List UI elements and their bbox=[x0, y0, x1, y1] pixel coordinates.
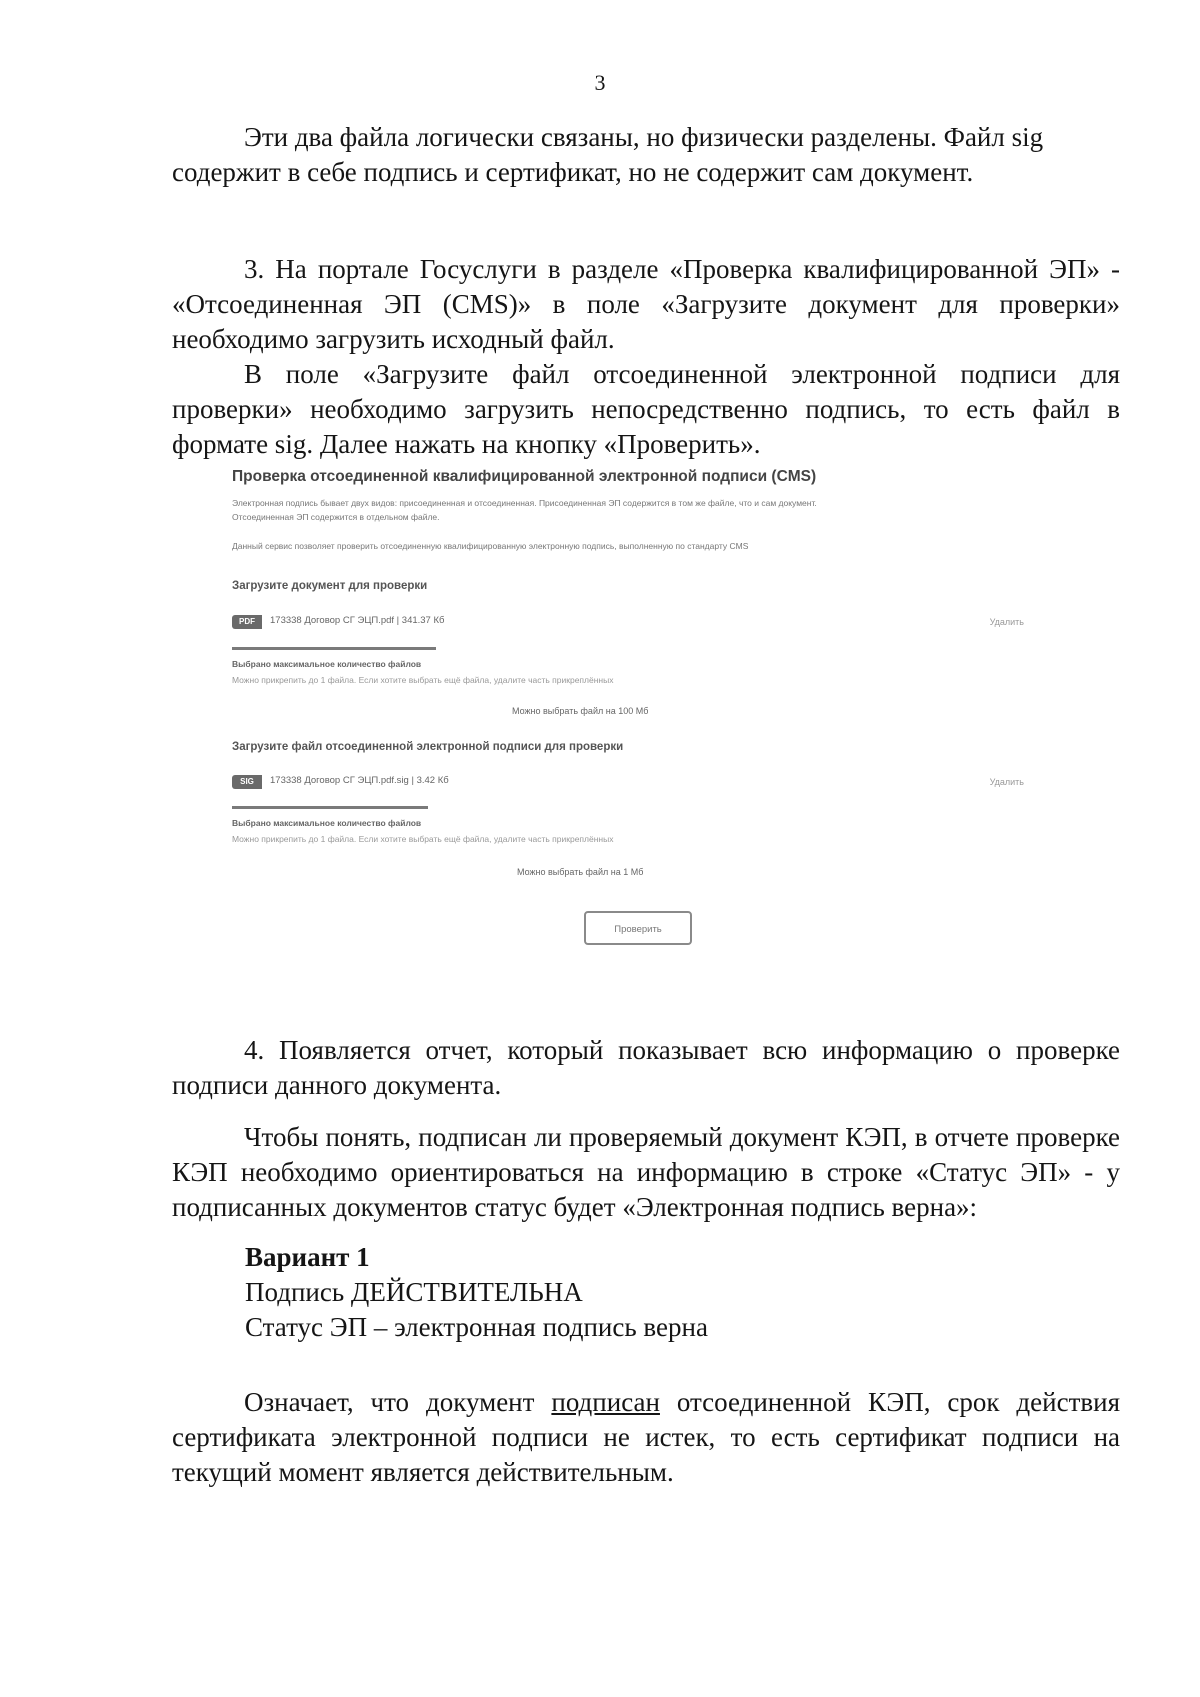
file-size-limit: Можно выбрать файл на 100 Мб bbox=[512, 706, 649, 716]
paragraph-upload-signature-text: В поле «Загрузите файл отсоединенной электронной подписи для проверки» необходимо загрузить непосредственно подпись, то есть файл в формате sig. Далее нажать на кнопку «Проверить». bbox=[172, 359, 1120, 459]
uploaded-file-name: 173338 Договор СГ ЭЦП.pdf | 341.37 Кб bbox=[270, 615, 445, 626]
variant-signature-status: Подпись ДЕЙСТВИТЕЛЬНА bbox=[245, 1277, 583, 1307]
paragraph-step-4 bbox=[172, 1033, 1120, 1103]
delete-signature-link[interactable]: Удалить bbox=[989, 777, 1024, 787]
embedded-screenshot bbox=[226, 460, 1036, 960]
uploaded-signature-name: 173338 Договор СГ ЭЦП.pdf.sig | 3.42 Кб bbox=[270, 775, 449, 786]
uploaded-signature-row bbox=[232, 773, 1032, 793]
verify-button[interactable]: Проверить bbox=[584, 911, 692, 945]
upload-document-label: Загрузите документ для проверки bbox=[232, 580, 428, 592]
signature-progress-bar bbox=[232, 806, 428, 809]
signature-size-limit: Можно выбрать файл на 1 Мб bbox=[517, 867, 644, 877]
paragraph-files-linked-line1: Эти два файла логически связаны, но физически разделены. Файл sig bbox=[244, 122, 1044, 152]
paragraph-meaning bbox=[172, 1385, 1120, 1490]
paragraph-step-4-text: 4. Появляется отчет, который показывает всю информацию о проверке подписи данного документа. bbox=[172, 1035, 1120, 1100]
variant-ep-status: Статус ЭП – электронная подпись верна bbox=[245, 1312, 708, 1342]
paragraph-files-linked bbox=[172, 120, 1120, 190]
max-files-warning: Выбрано максимальное количество файлов bbox=[232, 659, 422, 669]
upload-progress-bar bbox=[232, 647, 436, 650]
paragraph-status-guide-text: Чтобы понять, подписан ли проверяемый документ КЭП, в отчете проверке КЭП необходимо ориентироваться на информацию в строке «Статус ЭП» - у подписанных документов статус будет «Электронная подпись верна»: bbox=[172, 1122, 1120, 1222]
uploaded-file-row bbox=[232, 613, 1032, 633]
sig-file-icon: SIG bbox=[232, 775, 262, 789]
upload-signature-label: Загрузите файл отсоединенной электронной подписи для проверки bbox=[232, 741, 624, 753]
paragraph-status-guide bbox=[172, 1120, 1120, 1225]
paragraph-step-3 bbox=[172, 252, 1120, 357]
paragraph-upload-signature bbox=[172, 357, 1120, 462]
signature-file-name: 173338 Договор СГ ЭЦП.pdf.sig bbox=[270, 775, 409, 786]
screenshot-intro-line2: Отсоединенная ЭП содержится в отдельном файле. bbox=[232, 512, 440, 522]
file-size: 341.37 Кб bbox=[401, 615, 445, 626]
pdf-file-icon: PDF bbox=[232, 615, 262, 629]
variant-title-text: Вариант 1 bbox=[245, 1242, 370, 1272]
file-name: 173338 Договор СГ ЭЦП.pdf bbox=[270, 615, 395, 626]
screenshot-service-text: Данный сервис позволяет проверить отсоединенную квалифицированную электронную подпись, выполненную по стандарту CMS bbox=[232, 541, 749, 551]
signature-file-size: 3.42 Кб bbox=[416, 775, 449, 786]
paragraph-step-3-text: 3. На портале Госуслуги в разделе «Проверка квалифицированной ЭП» - «Отсоединенная ЭП (CMS)» в поле «Загрузите документ для проверки» необходимо загрузить исходный файл. bbox=[172, 254, 1120, 354]
screenshot-heading: Проверка отсоединенной квалифицированной электронной подписи (CMS) bbox=[232, 468, 817, 485]
page-number: 3 bbox=[594, 70, 606, 95]
delete-file-link[interactable]: Удалить bbox=[989, 617, 1024, 627]
paragraph-meaning-before: Означает, что документ bbox=[244, 1387, 552, 1417]
paragraph-files-linked-line2: содержит в себе подпись и сертификат, но не содержит сам документ. bbox=[172, 157, 974, 187]
screenshot-intro-line1: Электронная подпись бывает двух видов: присоединенная и отсоединенная. Присоединенная ЭП содержится в том же файле, что и сам документ. bbox=[232, 498, 817, 508]
paragraph-meaning-after: отсоединенной КЭП, срок действия сертификата электронной подписи не истек, то есть сертификат подписи на текущий момент является действительным. bbox=[172, 1387, 1121, 1487]
max-signature-warning: Выбрано максимальное количество файлов bbox=[232, 818, 422, 828]
variant-title bbox=[245, 1240, 370, 1275]
paragraph-meaning-underlined: подписан bbox=[551, 1387, 660, 1417]
max-files-note: Можно прикрепить до 1 файла. Если хотите выбрать ещё файла, удалите часть прикреплённых bbox=[232, 675, 614, 685]
max-signature-note: Можно прикрепить до 1 файла. Если хотите выбрать ещё файла, удалите часть прикреплённых bbox=[232, 834, 614, 844]
